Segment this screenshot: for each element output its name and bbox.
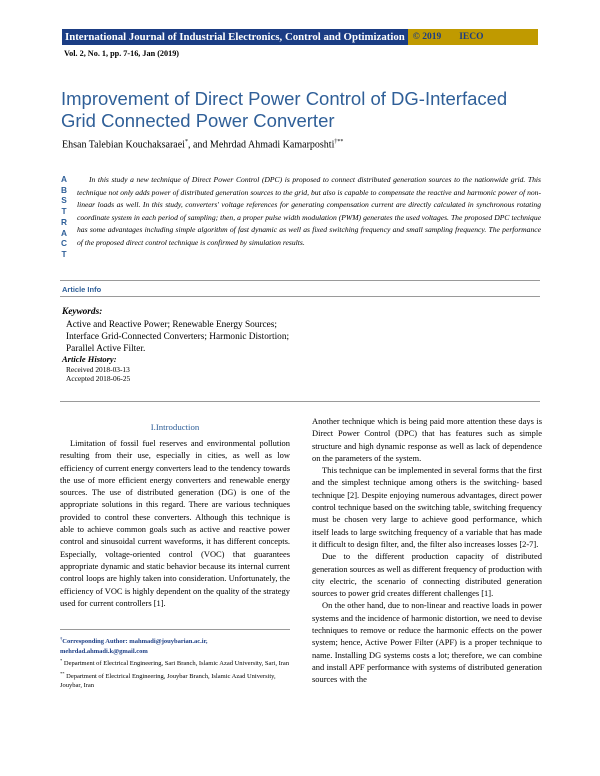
abstract-letter: T: [61, 206, 67, 217]
section-heading: I.Introduction: [150, 422, 200, 432]
aff2-mark: **: [60, 670, 65, 676]
paragraph: Due to the different production capacity of distributed generation sources as well as different frequency of production with city electric, the scenario of connecting distributed generation sources to power grid creates different challenges [1].: [312, 551, 542, 599]
paragraph: Limitation of fossil fuel reserves and environmental pollution resulting from their use, especially in cities, as well as low efficiency of current energy converters lead to the tendency towards the use of more efficient energy converters and renewable energy sources. The use of distributed generation (DG) is one of the appropriate solutions in this regard. There are various techniques provided to control these converters. Although this technique is able to achieve common goals such as active and reactive power control and sinusoidal current waveforms, it has different concepts. Especially, voltage-oriented control (VOC) that guarantees appropriate dynamic and static behavior because its internal current control loops are highly taken into consideration. Unfortunately, the efficiency of VOC is highly dependent on the quality of the strategy used for current controllers [1].: [60, 438, 290, 608]
paragraph: On the other hand, due to non-linear and reactive loads in power systems and the incidence of harmonic distortion, we need to devise techniques to remove or reduce the harmonic effects on the power system; hence, Active Power Filter (APF) is a proper technique to name. Installing DG systems costs a lot; therefore, we can combine and install APF performance with systems of distributed generation sources with the: [312, 600, 542, 685]
corr-label: Corresponding Author: mahmadi@jouybarian.ac.ir,: [62, 638, 208, 646]
abstract-side-label: [60, 174, 68, 260]
aff1-mark: *: [60, 657, 63, 663]
received-date: Received 2018-03-13: [66, 365, 130, 374]
paper-title: Improvement of Direct Power Control of DG-Interfaced Grid Connected Power Converter: [61, 88, 508, 131]
left-column: [60, 437, 290, 609]
accepted-date: Accepted 2018-06-25: [66, 374, 131, 383]
author-2: Mehrdad Ahmadi Kamarposhti: [209, 139, 335, 151]
journal-banner: [62, 29, 538, 45]
abstract-letter: A: [61, 174, 67, 184]
affiliation-2: [60, 669, 296, 691]
history-heading: Article History:: [62, 354, 117, 364]
footnotes: [60, 634, 296, 691]
paragraph: Another technique which is being paid more attention these days is Direct Power Control (DPC) that has features such as simple structure and high dynamic response as well as lack of dependence on the parameters of the system.: [312, 416, 542, 463]
affiliation-1: [60, 656, 296, 669]
right-column: [312, 415, 542, 686]
keywords-list: [66, 319, 316, 355]
journal-name: International Journal of Industrial Electronics, Control and Optimization: [62, 29, 408, 45]
keywords-heading: Keywords:: [62, 307, 103, 317]
keywords-line: Interface Grid-Connected Converters; Harmonic Distortion;: [66, 332, 290, 342]
article-info-label: Article Info: [62, 285, 102, 294]
abstract-letter: T: [61, 248, 67, 259]
divider: [60, 296, 540, 297]
abstract-letter: B: [61, 184, 67, 195]
corr-mark: †: [60, 636, 63, 641]
author-2-mark: †**: [334, 139, 344, 145]
copyright: © 2019: [412, 32, 442, 42]
corresponding-email: mehrdad.ahmadi.k@gmail.com: [60, 647, 148, 655]
abstract-letter: S: [61, 195, 67, 206]
author-1: Ehsan Talebian Kouchaksaraei: [62, 139, 185, 151]
aff1-text: Department of Electrical Engineering, Sari Branch, Islamic Azad University, Sari, Iran: [63, 660, 290, 668]
corresponding-author: [60, 634, 296, 647]
author-separator: , and: [187, 139, 210, 151]
paragraph: This technique can be implemented in several forms that the first and the simplest technique among others is the switching- based technique [2]. Despite enjoying numerous advantages, direct power control technique based on the switching table, switching frequency must be chosen very large to achieve good performance, which itself leads to large switching frequency of a variable that has made it difficult to design filter, and, the filter also increases losses [2-7].: [312, 465, 542, 549]
divider: [60, 280, 540, 281]
keywords-line: Active and Reactive Power; Renewable Energy Sources;: [66, 320, 278, 330]
author-line: [62, 139, 343, 150]
abstract-text: In this study a new technique of Direct Power Control (DPC) is proposed to connect distributed generation sources to the nationwide grid. This technique not only adds power of distributed generation sources to the grid, but also is capable to compensate the reactive and harmonic power of non-linear loads as well. In this study, converters' voltage references for generating compensation current are directly calculated in synchronous rotating coordinate system in each period of sampling; then, a proper pulse width modulation (PWM) generates the used voltages. The proposed DPC technique has some advantages including simple algorithm of fast dynamic as well as fixed switching frequency and small sampling frequency. The performance of the proposed direct control technique is confirmed by simulation results.: [77, 175, 541, 247]
aff2-text: Department of Electrical Engineering, Jouybar Branch, Islamic Azad University, Jouybar, Iran: [60, 672, 276, 690]
author-1-mark: *: [184, 139, 188, 145]
abstract-letter: C: [61, 238, 67, 249]
divider: [60, 401, 540, 402]
abstract-letter: A: [61, 227, 67, 238]
keywords-line: Parallel Active Filter.: [66, 344, 146, 354]
footnote-divider: [60, 629, 290, 630]
abstract-letter: R: [61, 216, 67, 227]
journal-abbr: IECO: [459, 32, 484, 42]
volume-info: Vol. 2, No. 1, pp. 7-16, Jan (2019): [64, 49, 180, 58]
